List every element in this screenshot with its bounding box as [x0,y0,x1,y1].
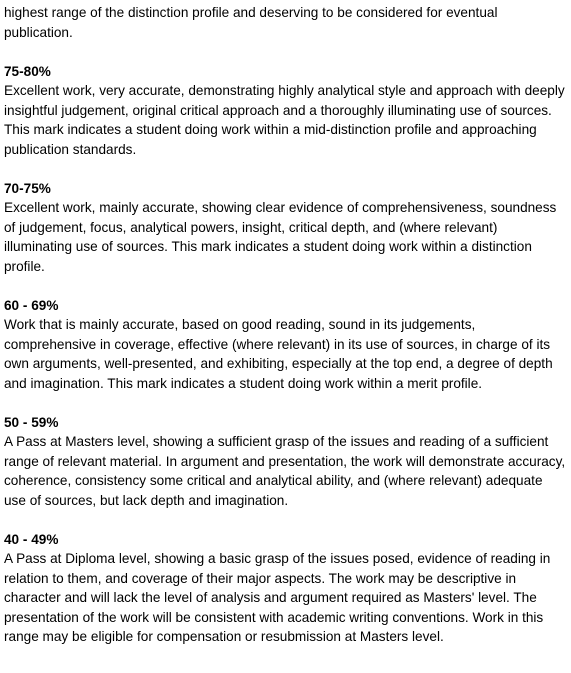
grade-band-40-49 [4,530,567,647]
grade-band-description: A Pass at Diploma level, showing a basic grasp of the issues posed, evidence of reading in relation to them, and coverage of their major aspects. The work may be descriptive in character and will lack the level of analysis and argument required as Masters' level. The presentation of the work will be consistent with academic writing conventions. Work in this range may be eligible for compensation or resubmission at Masters level. [4,551,551,644]
grade-band-heading: 50 - 59% [4,414,59,430]
grade-band-70-75 [4,179,567,277]
grade-band-heading: 40 - 49% [4,531,59,547]
grade-band-50-59 [4,413,567,511]
grade-band-heading: 70-75% [4,180,51,196]
grade-band-heading: 60 - 69% [4,297,59,313]
grade-band-description: Work that is mainly accurate, based on good reading, sound in its judgements, comprehensive in coverage, effective (where relevant) in its use of sources, in charge of its own arguments, well-presented, and exhibiting, especially at the top end, a degree of depth and imagination. This mark indicates a student doing work within a merit profile. [4,317,553,391]
intro-paragraph: highest range of the distinction profile and deserving to be considered for eventual publication. [4,5,498,40]
grade-band-description: A Pass at Masters level, showing a sufficient grasp of the issues and reading of a sufficient range of relevant material. In argument and presentation, the work will demonstrate accuracy, coherence, consistency some critical and analytical ability, and (where relevant) adequate use of sources, but lack depth and imagination. [4,434,566,508]
grade-band-description: Excellent work, very accurate, demonstrating highly analytical style and approach with deeply insightful judgement, original critical approach and a thoroughly illuminating use of sources. This mark indicates a student doing work within a mid-distinction profile and approaching publication standards. [4,83,565,157]
grade-band-60-69 [4,296,567,394]
grade-band-75-80 [4,62,567,160]
grade-band-heading: 75-80% [4,63,51,79]
grade-band-description: Excellent work, mainly accurate, showing clear evidence of comprehensiveness, soundness of judgement, focus, analytical powers, insight, critical depth, and (where relevant) illuminating use of sources. This mark indicates a student doing work within a distinction profile. [4,200,557,274]
